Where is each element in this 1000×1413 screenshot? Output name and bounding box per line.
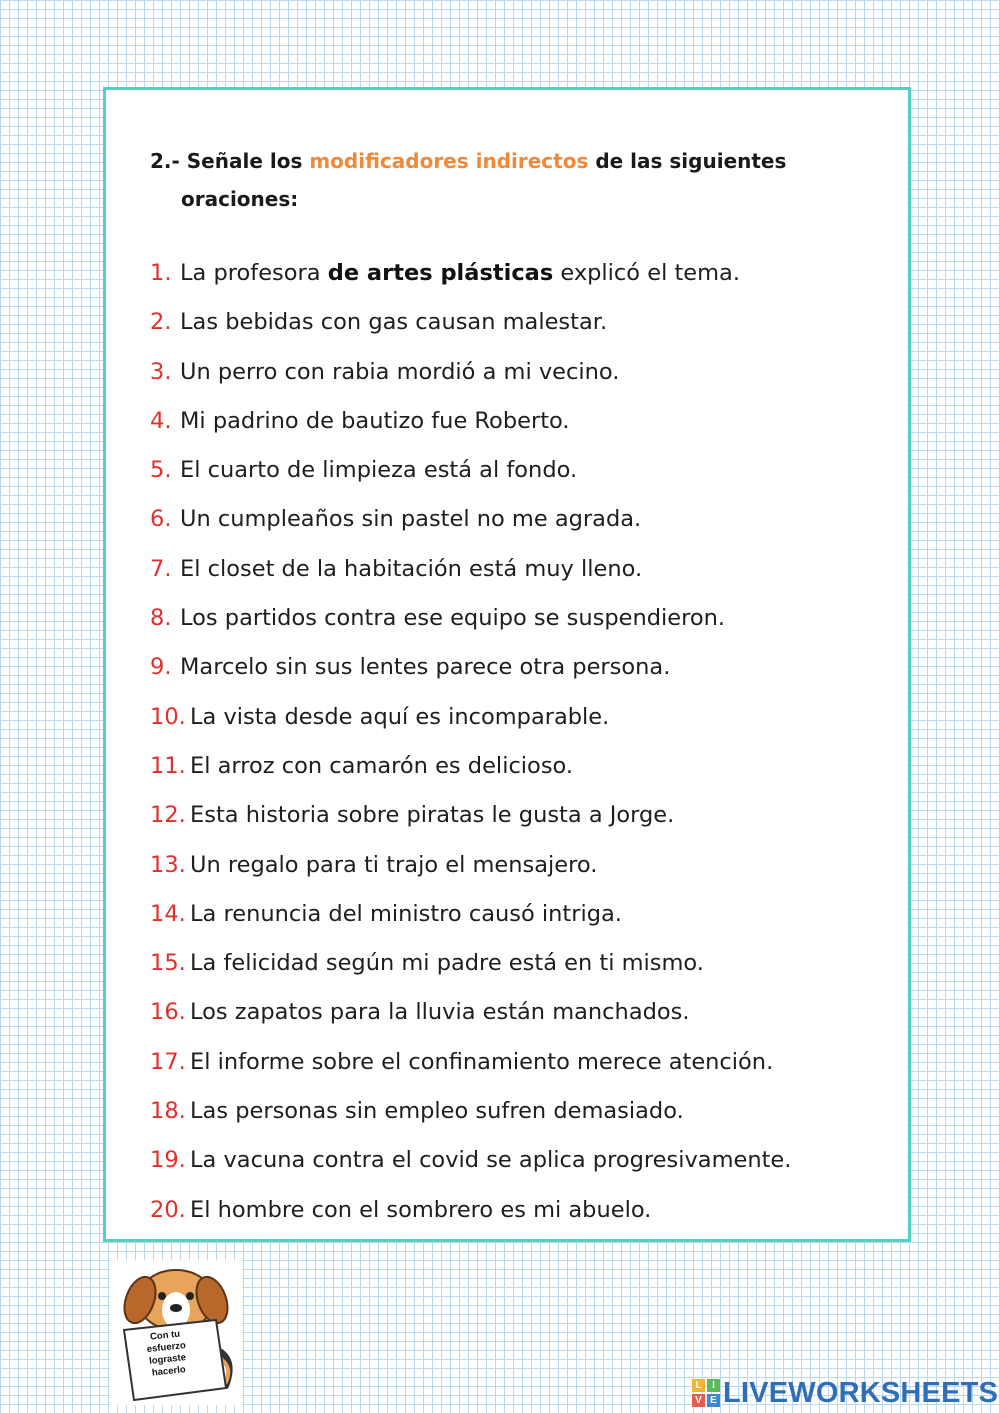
sentence-text: Un perro con rabia mordió a mi vecino. (180, 358, 620, 385)
sentence-item (150, 895, 910, 944)
sentence-number: 11. (150, 752, 186, 779)
sentence-item (150, 550, 910, 599)
sentence-text: El closet de la habitación está muy lleno. (180, 555, 643, 582)
sentence-text: Marcelo sin sus lentes parece otra persona. (180, 654, 671, 681)
sentence-text: Las personas sin empleo sufren demasiado. (190, 1098, 684, 1125)
sentence-list (150, 254, 910, 1240)
sentence-item (150, 1191, 910, 1240)
sentence-text: Los zapatos para la lluvia están manchados. (190, 999, 690, 1026)
sentence-text: Esta historia sobre piratas le gusta a Jorge. (190, 802, 675, 829)
sentence-item (150, 648, 910, 697)
sentence-text: La vacuna contra el covid se aplica progresivamente. (190, 1147, 792, 1174)
sentence-number: 14. (150, 900, 186, 927)
sentence-item (150, 1092, 910, 1141)
sentence-item (150, 846, 910, 895)
sticker-text (130, 1326, 205, 1381)
sentence-item (150, 303, 910, 352)
sentence-number: 17. (150, 1048, 186, 1075)
sentence-bold-text: de artes plásticas (327, 260, 554, 286)
sentence-number: 9. (150, 654, 172, 681)
sentence-number: 12. (150, 802, 186, 829)
sentence-item (150, 1043, 910, 1092)
sentence-number: 19. (150, 1147, 186, 1174)
sentence-number: 4. (150, 407, 172, 434)
instruction-line2: oraciones: (181, 187, 299, 211)
sentence-text: Un cumpleaños sin pastel no me agrada. (180, 506, 642, 533)
sentence-text: Los partidos contra ese equipo se suspendieron. (180, 605, 726, 632)
logo-letter: V (692, 1394, 705, 1407)
worksheet-card (103, 87, 911, 1242)
sentence-text: El informe sobre el confinamiento merece atención. (190, 1048, 774, 1075)
sticker-line: Con tu (149, 1328, 181, 1343)
instruction-prefix: 2.- Señale los (150, 149, 310, 173)
sentence-item (150, 599, 910, 648)
sentence-number: 16. (150, 999, 186, 1026)
sentence-item (150, 993, 910, 1042)
liveworksheets-logo (692, 1376, 998, 1410)
sentence-text: Un regalo para ti trajo el mensajero. (190, 851, 598, 878)
logo-letter: I (707, 1379, 720, 1392)
sentence-text: Las bebidas con gas causan malestar. (180, 309, 608, 336)
sticker-line: lograste (148, 1352, 187, 1367)
sentence-number: 1. (150, 260, 172, 286)
sentence-number: 20. (150, 1196, 186, 1223)
sentence-item (150, 451, 910, 500)
sentence-item (150, 747, 910, 796)
instruction-highlight: modificadores indirectos (309, 149, 589, 173)
sentence-item (150, 402, 910, 451)
sentence-text: El hombre con el sombrero es mi abuelo. (190, 1196, 652, 1223)
logo-letter: L (692, 1379, 705, 1392)
dog-sticker (110, 1260, 242, 1405)
sentence-item (150, 254, 910, 303)
instruction-text (150, 142, 870, 218)
sentence-text: La profesora (180, 260, 328, 286)
sentence-text: Mi padrino de bautizo fue Roberto. (180, 407, 570, 434)
sentence-text: La felicidad según mi padre está en ti mismo. (190, 950, 704, 977)
logo-grid-icon (692, 1379, 720, 1407)
logo-letter: E (707, 1394, 720, 1407)
sentence-text: La vista desde aquí es incomparable. (190, 703, 610, 730)
brand-name: LIVEWORKSHEETS (723, 1376, 999, 1409)
sticker-line: esfuerzo (146, 1340, 187, 1356)
sentence-item (150, 1141, 910, 1190)
sentence-number: 10. (150, 703, 186, 730)
sentence-text-after: explicó el tema. (553, 260, 740, 286)
sentence-item (150, 796, 910, 845)
instruction-suffix: de las siguientes (588, 149, 787, 173)
sentence-number: 2. (150, 309, 172, 336)
sentence-number: 13. (150, 851, 186, 878)
sentence-number: 18. (150, 1098, 186, 1125)
sentence-item (150, 698, 910, 747)
sentence-item (150, 353, 910, 402)
sentence-item (150, 944, 910, 993)
sentence-item (150, 500, 910, 549)
sticker-line: hacerlo (151, 1364, 187, 1379)
sentence-number: 8. (150, 605, 172, 632)
sentence-text: El cuarto de limpieza está al fondo. (180, 457, 578, 484)
sentence-number: 7. (150, 555, 172, 582)
sentence-number: 3. (150, 358, 172, 385)
sentence-number: 15. (150, 950, 186, 977)
sentence-text: La renuncia del ministro causó intriga. (190, 900, 622, 927)
sentence-number: 6. (150, 506, 172, 533)
sentence-number: 5. (150, 457, 172, 484)
sentence-text: El arroz con camarón es delicioso. (190, 752, 574, 779)
